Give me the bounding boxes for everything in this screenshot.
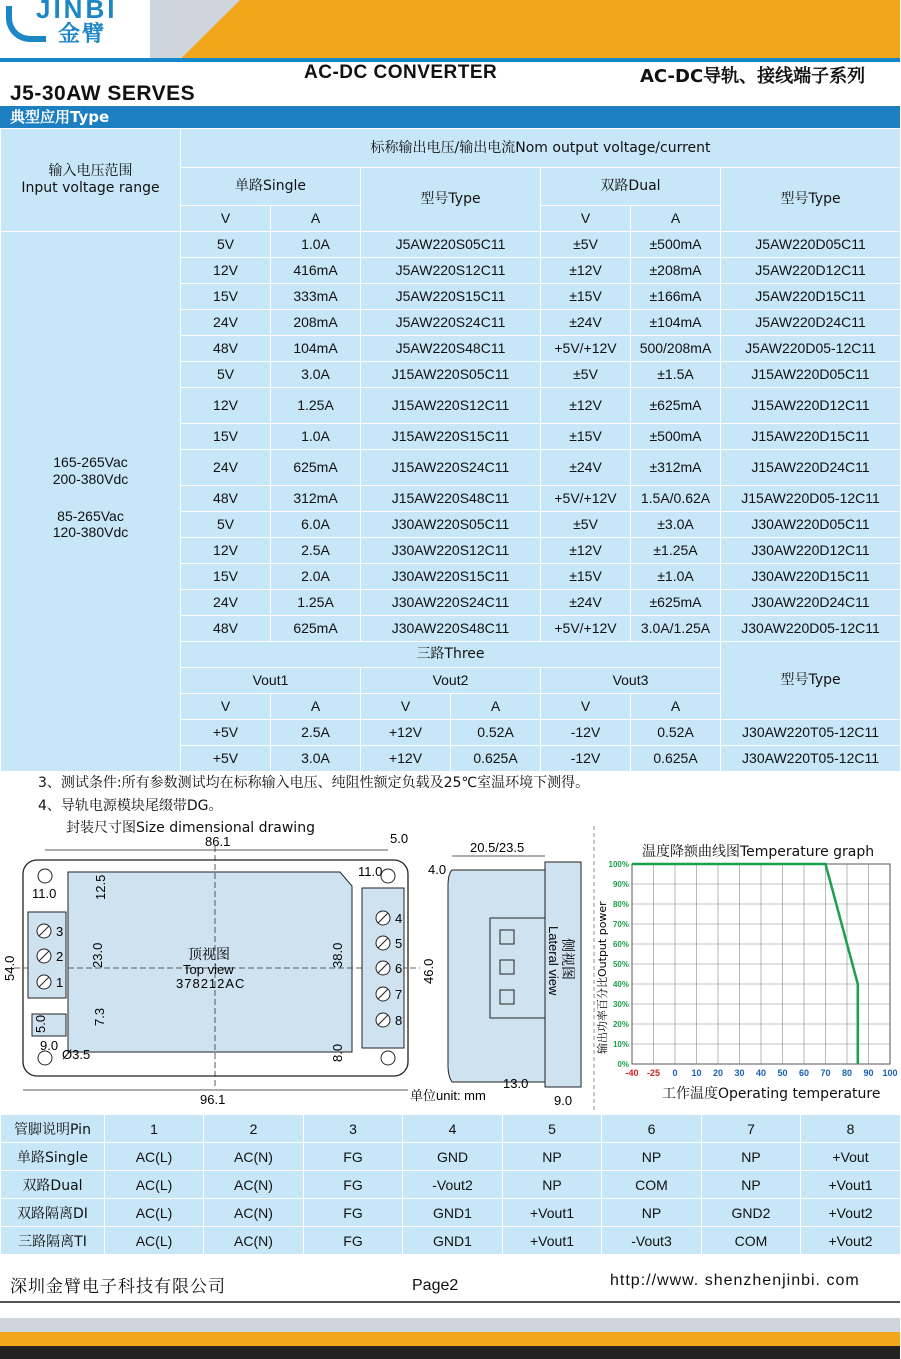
vout3-voltage: -12V <box>541 746 631 772</box>
single-current: 2.0A <box>271 564 361 590</box>
dim-8-0: 8.0 <box>330 1043 345 1062</box>
pin-cell: -Vout2 <box>403 1171 503 1199</box>
dual-model: J15AW220D24C11 <box>721 450 901 486</box>
pin-cell: +Vout1 <box>801 1171 901 1199</box>
input-range-value: 200-380Vdc <box>52 470 129 487</box>
dual-voltage: ±24V <box>541 450 631 486</box>
chart-xlabel: 工作温度Operating temperature <box>662 1086 881 1102</box>
single-current: 1.25A <box>271 388 361 424</box>
y-tick-label: 40% <box>612 980 629 989</box>
dim-4-0: 4.0 <box>428 862 447 877</box>
footer-band-grey <box>0 1318 900 1332</box>
pin-cell: NP <box>602 1199 702 1227</box>
dual-a-header: A <box>631 206 721 232</box>
pin-label-7: 7 <box>395 987 403 1002</box>
pin-cell: 8 <box>801 1115 901 1143</box>
pin-row <box>1 1227 901 1255</box>
dim-9-0-left: 9.0 <box>40 1038 59 1053</box>
single-current: 1.0A <box>271 424 361 450</box>
side-view-en: Lateral view <box>546 926 561 996</box>
dual-model: J5AW220D12C11 <box>721 258 901 284</box>
dual-voltage: +5V/+12V <box>541 486 631 512</box>
three-header: 三路Three <box>181 642 721 668</box>
single-voltage: 5V <box>181 232 271 258</box>
pin-row-label: 管脚说明Pin <box>1 1115 105 1143</box>
pin-cell: COM <box>602 1171 702 1199</box>
dim-12-5: 12.5 <box>93 874 108 900</box>
single-model: J5AW220S15C11 <box>361 284 541 310</box>
brand-logo <box>6 0 156 47</box>
pin-cell: GND <box>403 1143 503 1171</box>
dual-model: J30AW220D05C11 <box>721 512 901 538</box>
pin-cell: NP <box>702 1143 801 1171</box>
temperature-derating-chart <box>596 858 896 1098</box>
dim-11-0-left: 11.0 <box>32 886 57 901</box>
dim-5-0-top: 5.0 <box>390 831 409 846</box>
a-header: A <box>631 694 721 720</box>
footer-divider <box>0 1301 900 1303</box>
spacer <box>1 488 180 508</box>
dual-header: 双路Dual <box>541 168 721 206</box>
input-range-en: Input voltage range <box>21 180 160 196</box>
temp-graph-title: 温度降额曲线图Temperature graph <box>642 844 875 860</box>
pin-cell: +Vout2 <box>801 1227 901 1255</box>
pin-cell: NP <box>602 1143 702 1171</box>
pin-label-6: 6 <box>395 961 403 976</box>
page-title: J5-30AW SERVES <box>10 82 196 105</box>
dual-model: J30AW220D05-12C11 <box>721 616 901 642</box>
single-current: 625mA <box>271 450 361 486</box>
pin-cell: AC(N) <box>204 1199 304 1227</box>
dual-model: J30AW220D12C11 <box>721 538 901 564</box>
y-tick-label: 0% <box>617 1060 629 1069</box>
pin-cell: 2 <box>204 1115 304 1143</box>
single-current: 312mA <box>271 486 361 512</box>
mount-hole-tr <box>381 869 395 883</box>
dual-model: J30AW220D24C11 <box>721 590 901 616</box>
single-voltage: 12V <box>181 258 271 284</box>
pin-header-row <box>1 1115 901 1143</box>
dual-model: J5AW220D24C11 <box>721 310 901 336</box>
chart-y-ticks <box>609 860 629 1069</box>
mount-hole-bl <box>38 1051 52 1065</box>
dual-current: ±500mA <box>631 424 721 450</box>
pin-cell: FG <box>304 1199 403 1227</box>
dual-model: J15AW220D05-12C11 <box>721 486 901 512</box>
single-type-header: 型号Type <box>361 168 541 232</box>
dual-current: 1.5A/0.62A <box>631 486 721 512</box>
typical-application-table <box>0 128 901 772</box>
dual-type-header: 型号Type <box>721 168 901 232</box>
x-tick-label: 10 <box>691 1068 702 1078</box>
single-model: J15AW220S48C11 <box>361 486 541 512</box>
dual-voltage: ±15V <box>541 284 631 310</box>
dual-v-header: V <box>541 206 631 232</box>
input-range-value: 85-265Vac <box>57 507 124 524</box>
pin-cell: +Vout1 <box>503 1199 602 1227</box>
pin-cell: 5 <box>503 1115 602 1143</box>
logo-cjk: 金臂 <box>58 22 107 47</box>
pin-description-table <box>0 1114 901 1255</box>
single-model: J5AW220S05C11 <box>361 232 541 258</box>
vout1-header: Vout1 <box>181 668 361 694</box>
y-tick-label: 30% <box>612 1000 629 1009</box>
single-model: J30AW220S05C11 <box>361 512 541 538</box>
single-model: J15AW220S24C11 <box>361 450 541 486</box>
single-voltage: 15V <box>181 564 271 590</box>
single-current: 625mA <box>271 616 361 642</box>
x-tick-label: 100 <box>882 1068 898 1078</box>
dual-model: J15AW220D05C11 <box>721 362 901 388</box>
single-current: 208mA <box>271 310 361 336</box>
single-current: 6.0A <box>271 512 361 538</box>
pin-label-8: 8 <box>395 1013 403 1028</box>
single-voltage: 48V <box>181 336 271 362</box>
single-current: 2.5A <box>271 538 361 564</box>
x-tick-label: 30 <box>734 1068 745 1078</box>
single-current: 333mA <box>271 284 361 310</box>
single-a-header: A <box>271 206 361 232</box>
x-tick-label: 80 <box>841 1068 853 1078</box>
dual-voltage: ±5V <box>541 232 631 258</box>
vout3-header: Vout3 <box>541 668 721 694</box>
pin-cell: 1 <box>105 1115 204 1143</box>
dim-46-0: 46.0 <box>421 958 436 984</box>
dual-model: J5AW220D05-12C11 <box>721 336 901 362</box>
dual-voltage: ±24V <box>541 590 631 616</box>
dim-5-0-side: 5.0 <box>33 1014 48 1033</box>
vout3-current: 0.52A <box>631 720 721 746</box>
header-band <box>150 0 900 58</box>
vout1-voltage: +5V <box>181 746 271 772</box>
single-voltage: 24V <box>181 450 271 486</box>
pin-cell: NP <box>702 1171 801 1199</box>
vout1-current: 3.0A <box>271 746 361 772</box>
y-tick-label: 60% <box>612 940 629 949</box>
single-voltage: 15V <box>181 424 271 450</box>
x-tick-label: 90 <box>863 1068 874 1078</box>
note-dg-suffix: 4、导轨电源模块尾缀带DG。 <box>38 798 223 814</box>
three-type-header: 型号Type <box>721 642 901 720</box>
pin-cell: GND1 <box>403 1227 503 1255</box>
dim-20-5: 20.5/23.5 <box>470 840 525 855</box>
dual-current: 3.0A/1.25A <box>631 616 721 642</box>
dim-38-0: 38.0 <box>330 942 345 968</box>
pin-label-5: 5 <box>395 936 403 951</box>
logo-latin: JINBI <box>36 0 118 24</box>
dim-86-1: 86.1 <box>205 834 231 849</box>
pin-cell: AC(N) <box>204 1143 304 1171</box>
pin-cell: AC(L) <box>105 1227 204 1255</box>
input-range-value: 120-380Vdc <box>52 524 129 541</box>
vout2-current: 0.52A <box>451 720 541 746</box>
vout2-header: Vout2 <box>361 668 541 694</box>
pin-cell: AC(L) <box>105 1171 204 1199</box>
dual-model: J15AW220D15C11 <box>721 424 901 450</box>
pin-cell: FG <box>304 1227 403 1255</box>
pin-cell: GND2 <box>702 1199 801 1227</box>
dual-current: ±1.0A <box>631 564 721 590</box>
pin-cell: +Vout <box>801 1143 901 1171</box>
dual-voltage: +5V/+12V <box>541 336 631 362</box>
vout2-current: 0.625A <box>451 746 541 772</box>
top-view-en: Top view <box>183 962 234 977</box>
x-tick-label: 60 <box>798 1068 810 1078</box>
chart-x-ticks <box>625 1068 897 1078</box>
a-header: A <box>451 694 541 720</box>
vout2-voltage: +12V <box>361 720 451 746</box>
y-tick-label: 80% <box>612 900 629 909</box>
dual-voltage: ±12V <box>541 258 631 284</box>
pin-row-label: 三路隔离TI <box>1 1227 105 1255</box>
pin-cell: -Vout3 <box>602 1227 702 1255</box>
website-link[interactable]: http://www. shenzhenjinbi. com <box>610 1272 860 1289</box>
terminal-left-screws <box>37 924 51 989</box>
dim-54-0: 54.0 <box>2 955 17 981</box>
dual-current: ±1.5A <box>631 362 721 388</box>
single-model: J30AW220S12C11 <box>361 538 541 564</box>
page-number: Page2 <box>412 1277 459 1294</box>
dual-voltage: ±5V <box>541 362 631 388</box>
input-range-cn: 输入电压范围 <box>48 163 133 180</box>
pin-cell: AC(N) <box>204 1171 304 1199</box>
dual-voltage: ±24V <box>541 310 631 336</box>
dim-9-0-side: 9.0 <box>554 1093 573 1108</box>
single-current: 104mA <box>271 336 361 362</box>
dual-voltage: ±5V <box>541 512 631 538</box>
dual-current: ±104mA <box>631 310 721 336</box>
pin-cell: NP <box>503 1143 602 1171</box>
single-voltage: 24V <box>181 310 271 336</box>
single-v-header: V <box>181 206 271 232</box>
pin-cell: FG <box>304 1143 403 1171</box>
pin-cell: 6 <box>602 1115 702 1143</box>
x-tick-label: 70 <box>820 1068 831 1078</box>
single-voltage: 48V <box>181 486 271 512</box>
top-view-cn: 顶视图 <box>188 946 230 962</box>
single-model: J15AW220S05C11 <box>361 362 541 388</box>
dual-model: J15AW220D12C11 <box>721 388 901 424</box>
pin-row-label: 双路Dual <box>1 1171 105 1199</box>
dual-current: ±625mA <box>631 590 721 616</box>
note-test-conditions: 3、测试条件:所有参数测试均在标称输入电压、纯阻性额定负载及25℃室温环境下测得。 <box>38 775 590 791</box>
dual-model: J5AW220D15C11 <box>721 284 901 310</box>
pin-label-1: 1 <box>56 975 64 990</box>
mount-hole-br <box>381 1051 395 1065</box>
y-tick-label: 100% <box>608 860 629 869</box>
vout3-current: 0.625A <box>631 746 721 772</box>
x-tick-label: -25 <box>646 1068 661 1078</box>
input-range-header <box>1 129 181 232</box>
single-voltage: 48V <box>181 616 271 642</box>
side-view-body <box>448 870 545 1082</box>
three-model: J30AW220T05-12C11 <box>721 746 901 772</box>
single-voltage: 12V <box>181 388 271 424</box>
vout3-voltage: -12V <box>541 720 631 746</box>
dual-model: J5AW220D05C11 <box>721 232 901 258</box>
dual-voltage: ±15V <box>541 564 631 590</box>
single-model: J5AW220S24C11 <box>361 310 541 336</box>
single-header: 单路Single <box>181 168 361 206</box>
dual-current: ±166mA <box>631 284 721 310</box>
dual-voltage: +5V/+12V <box>541 616 631 642</box>
pin-cell: AC(N) <box>204 1227 304 1255</box>
dim-11-0-right: 11.0 <box>358 864 383 879</box>
single-model: J5AW220S48C11 <box>361 336 541 362</box>
single-model: J30AW220S15C11 <box>361 564 541 590</box>
v-header: V <box>541 694 631 720</box>
pin-cell: COM <box>702 1227 801 1255</box>
pin-row-label: 单路Single <box>1 1143 105 1171</box>
pin-row <box>1 1143 901 1171</box>
x-tick-label: 40 <box>755 1068 767 1078</box>
x-tick-label: 50 <box>777 1068 788 1078</box>
input-range-values <box>1 232 181 772</box>
pin-cell: +Vout2 <box>801 1199 901 1227</box>
company-name: 深圳金臂电子科技有限公司 <box>10 1277 226 1297</box>
single-voltage: 5V <box>181 512 271 538</box>
x-tick-label: 0 <box>672 1068 678 1078</box>
y-tick-label: 50% <box>612 960 629 969</box>
dim-96-1: 96.1 <box>200 1092 226 1107</box>
single-model: J5AW220S12C11 <box>361 258 541 284</box>
series-title-cn: AC-DC导轨、接线端子系列 <box>640 66 866 87</box>
x-tick-label: -40 <box>625 1068 639 1078</box>
dim-13-0: 13.0 <box>503 1076 529 1091</box>
vout2-voltage: +12V <box>361 746 451 772</box>
footer-band-gold <box>0 1332 900 1346</box>
single-model: J30AW220S24C11 <box>361 590 541 616</box>
single-current: 416mA <box>271 258 361 284</box>
drawing-title: 封装尺寸图Size dimensional drawing <box>66 820 315 836</box>
dual-current: ±312mA <box>631 450 721 486</box>
unit-label: 单位unit: mm <box>410 1088 486 1103</box>
pin-row-label: 双路隔离DI <box>1 1199 105 1227</box>
single-current: 3.0A <box>271 362 361 388</box>
nom-output-header: 标称输出电压/输出电流Nom output voltage/current <box>181 129 901 168</box>
a-header: A <box>271 694 361 720</box>
section-bar-type: 典型应用Type <box>0 106 900 128</box>
y-tick-label: 10% <box>612 1040 629 1049</box>
model-code: 378212AC <box>176 976 246 991</box>
single-current: 1.25A <box>271 590 361 616</box>
chart-ylabel: 输出功率百分比Output power <box>596 901 609 1054</box>
table-row <box>1 232 901 258</box>
pin-cell: 7 <box>702 1115 801 1143</box>
pin-cell: AC(L) <box>105 1143 204 1171</box>
y-tick-label: 90% <box>612 880 629 889</box>
single-voltage: 15V <box>181 284 271 310</box>
pin-label-2: 2 <box>56 949 64 964</box>
pin-cell: FG <box>304 1171 403 1199</box>
dual-current: ±1.25A <box>631 538 721 564</box>
dual-current: ±208mA <box>631 258 721 284</box>
single-current: 1.0A <box>271 232 361 258</box>
dual-voltage: ±12V <box>541 388 631 424</box>
dual-current: ±3.0A <box>631 512 721 538</box>
dim-3-5: Ø3.5 <box>62 1047 91 1062</box>
pin-row <box>1 1171 901 1199</box>
pin-cell: GND1 <box>403 1199 503 1227</box>
dual-model: J30AW220D15C11 <box>721 564 901 590</box>
dual-voltage: ±12V <box>541 538 631 564</box>
single-model: J15AW220S15C11 <box>361 424 541 450</box>
pin-label-3: 3 <box>56 924 64 939</box>
product-category: AC-DC CONVERTER <box>304 62 498 83</box>
vout1-voltage: +5V <box>181 720 271 746</box>
input-range-value: 165-265Vac <box>53 454 128 470</box>
three-model: J30AW220T05-12C11 <box>721 720 901 746</box>
dual-current: 500/208mA <box>631 336 721 362</box>
pin-cell: NP <box>503 1171 602 1199</box>
single-voltage: 5V <box>181 362 271 388</box>
single-model: J15AW220S12C11 <box>361 388 541 424</box>
pin-cell: 4 <box>403 1115 503 1143</box>
mount-hole-tl <box>38 869 52 883</box>
dim-7-3: 7.3 <box>92 1007 107 1026</box>
pin-cell: 3 <box>304 1115 403 1143</box>
pin-cell: +Vout1 <box>503 1227 602 1255</box>
dimension-drawing <box>0 826 600 1112</box>
footer-band-dark <box>0 1346 900 1359</box>
side-view-cn: 侧视图 <box>560 938 576 980</box>
v-header: V <box>181 694 271 720</box>
pin-label-4: 4 <box>395 911 403 926</box>
vout1-current: 2.5A <box>271 720 361 746</box>
dual-current: ±500mA <box>631 232 721 258</box>
y-tick-label: 70% <box>612 920 629 929</box>
single-voltage: 12V <box>181 538 271 564</box>
dim-23-0: 23.0 <box>90 942 105 968</box>
dual-current: ±625mA <box>631 388 721 424</box>
y-tick-label: 20% <box>612 1020 629 1029</box>
v-header: V <box>361 694 451 720</box>
pin-cell: AC(L) <box>105 1199 204 1227</box>
x-tick-label: 20 <box>712 1068 724 1078</box>
single-model: J30AW220S48C11 <box>361 616 541 642</box>
pin-row <box>1 1199 901 1227</box>
dual-voltage: ±15V <box>541 424 631 450</box>
single-voltage: 24V <box>181 590 271 616</box>
